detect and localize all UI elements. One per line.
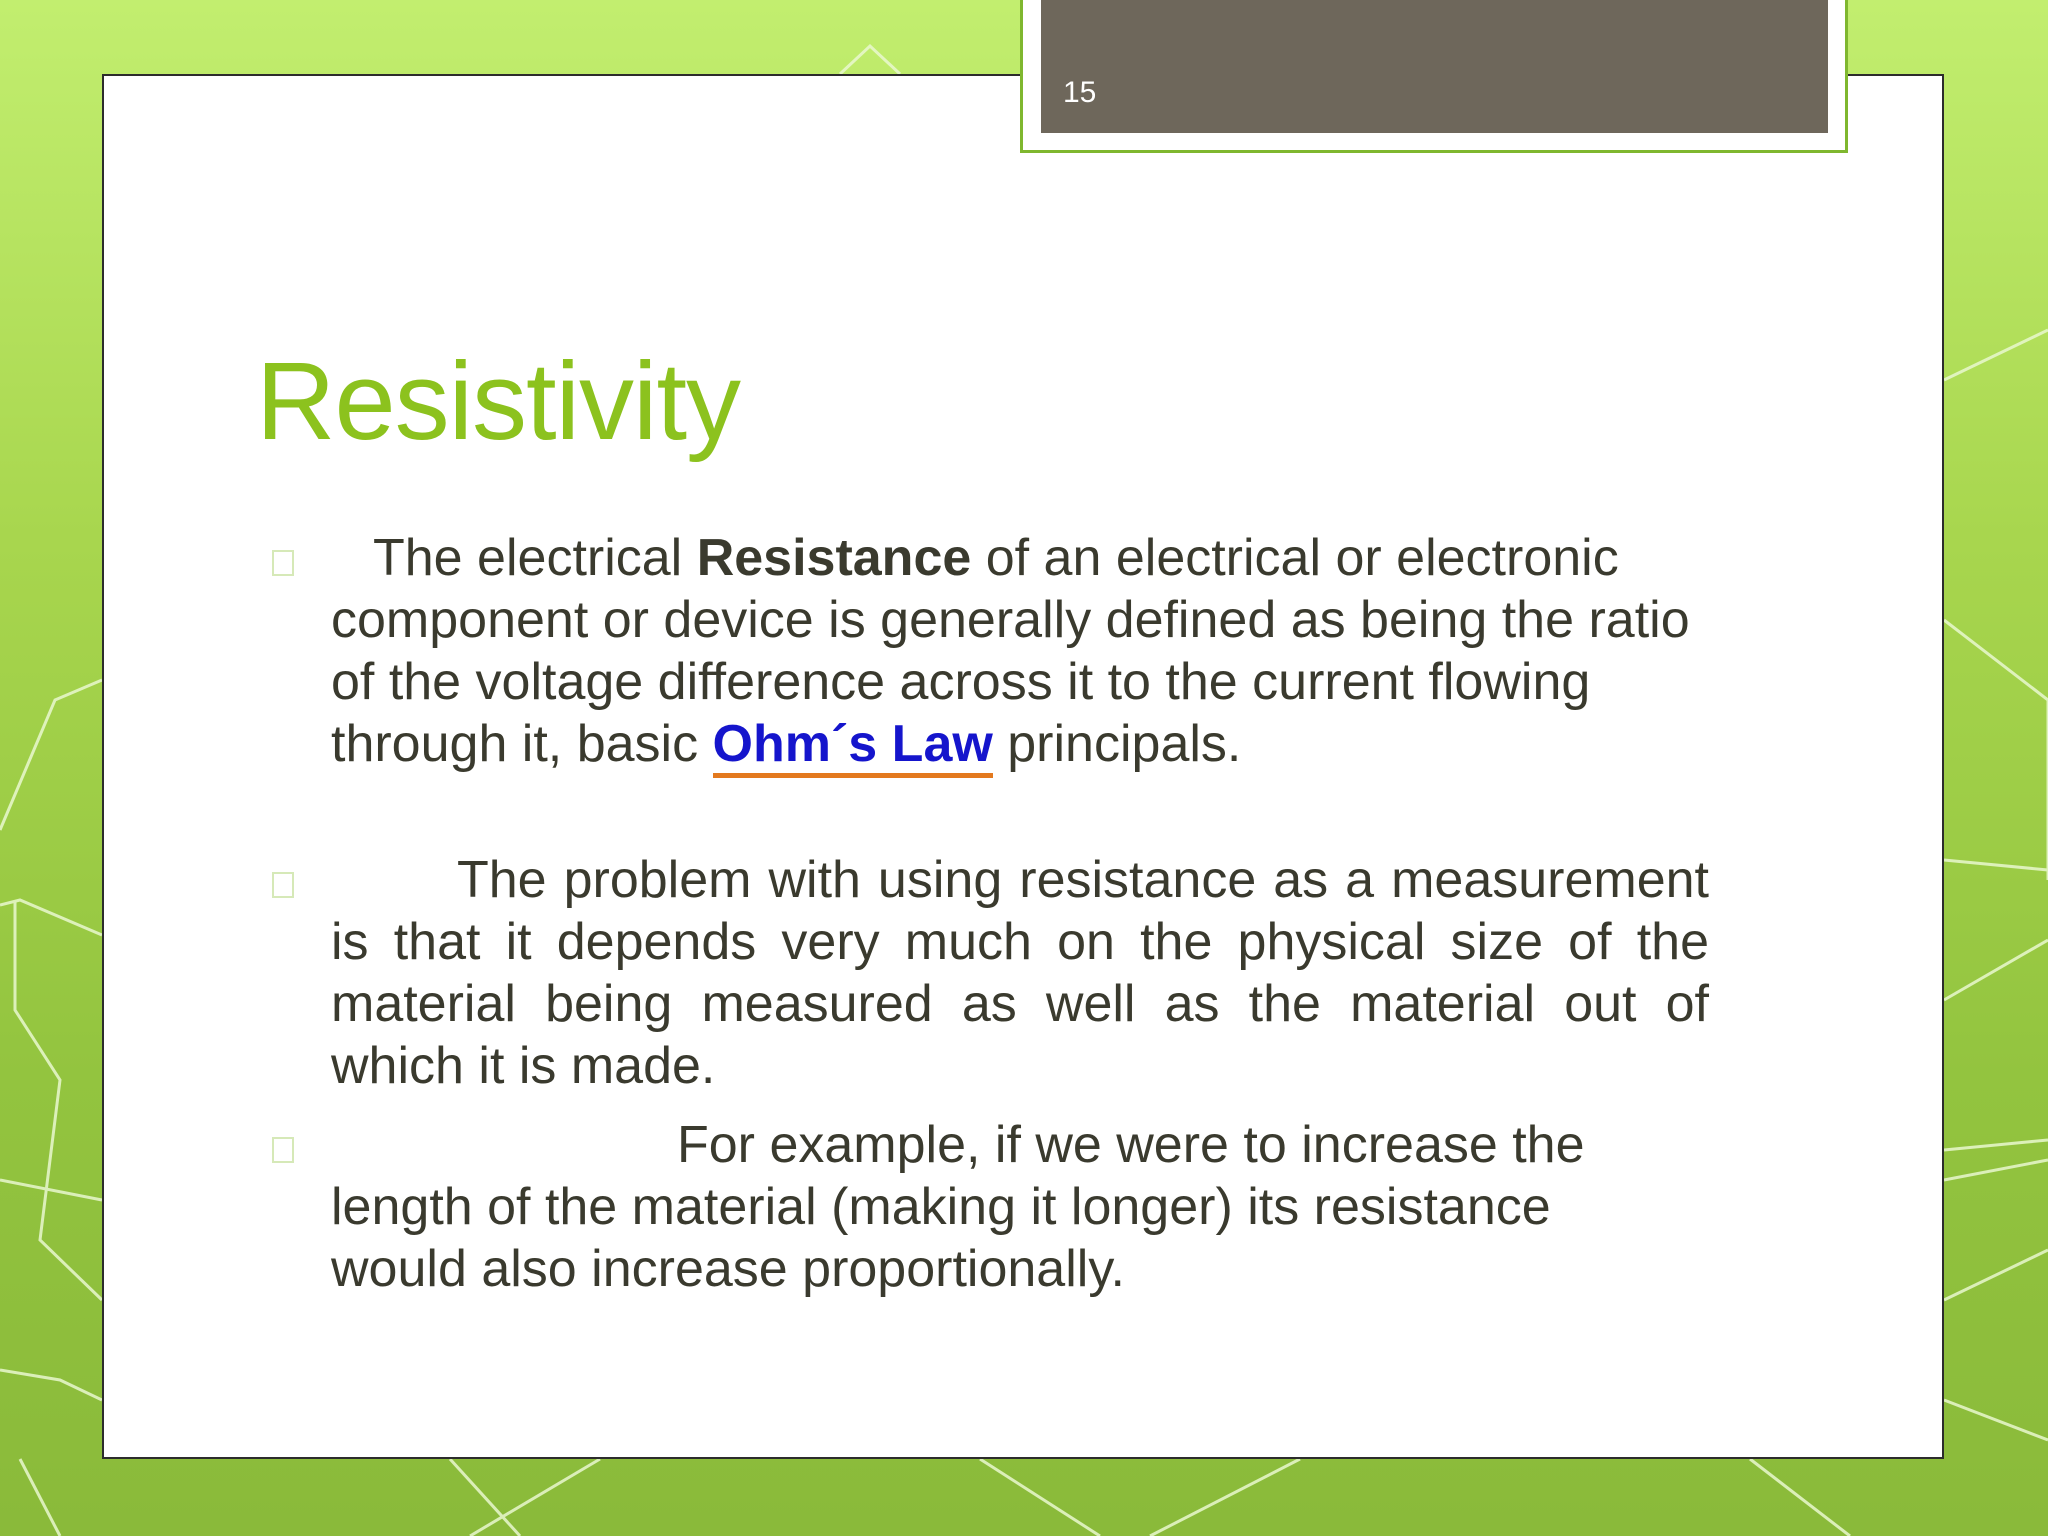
slide-title: Resistivity (256, 340, 741, 463)
square-bullet-icon (272, 872, 294, 898)
bullet-3-text: For example, if we were to increase the length of the material (making it longer) its resistance would also increase proportionally. (331, 1116, 1585, 1298)
square-bullet-icon (272, 550, 294, 576)
bullet-1-lead: The electrical (373, 529, 697, 587)
ohms-law-link[interactable]: Ohm´s Law (713, 715, 993, 778)
square-bullet-icon (272, 1137, 294, 1163)
bullet-item-2 (331, 849, 1709, 1097)
bullet-item-1 (331, 527, 1709, 775)
slide-number-tab (1041, 0, 1828, 133)
bullet-2-text: The problem with using resistance as a measurement is that it depends very much on the physical size of the material being measured as well as the material out of which it is made. (331, 851, 1709, 1095)
slide-number: 15 (1063, 76, 1097, 109)
bullet-1-body: of an electrical or electronic component or device is generally defined as being the ratio of the voltage difference across it to the current flowing through it, basic (331, 529, 1690, 773)
bullet-item-3 (331, 1114, 1691, 1300)
bullet-1-tail: principals. (992, 715, 1242, 773)
bullet-1-bold-term: Resistance (696, 529, 972, 587)
